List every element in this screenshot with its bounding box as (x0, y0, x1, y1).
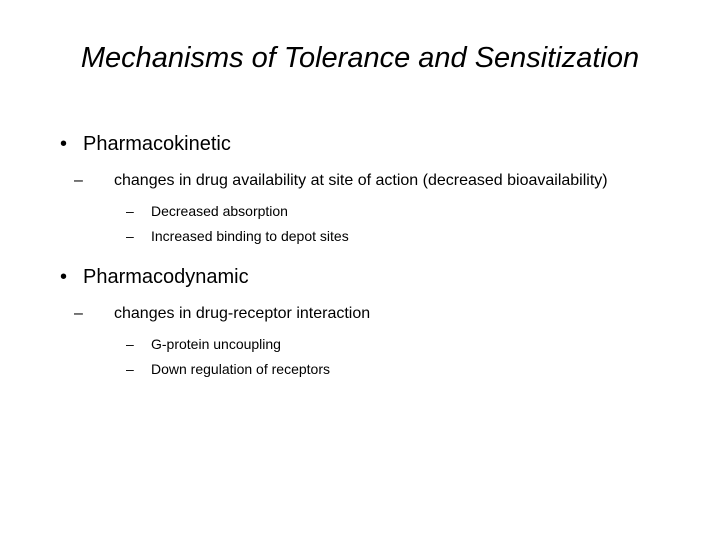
bullet-dot-icon: • (60, 266, 68, 288)
detail-bullet (126, 201, 700, 221)
detail-bullet (126, 334, 700, 354)
dash-icon: – (74, 172, 83, 189)
detail-text: Down regulation of receptors (151, 361, 330, 377)
dash-icon: – (74, 305, 83, 322)
detail-text: Decreased absorption (151, 203, 288, 219)
sub-bullet-text: changes in drug availability at site of action (decreased bioavailability) (114, 172, 608, 189)
bullet-heading: Pharmacokinetic (83, 133, 231, 155)
dash-icon: – (126, 336, 134, 352)
sub-bullet (74, 170, 700, 192)
dash-icon: – (126, 203, 134, 219)
detail-bullet (126, 359, 700, 379)
sub-bullet (74, 303, 700, 325)
bullet-pharmacodynamic (60, 263, 700, 291)
detail-text: G-protein uncoupling (151, 336, 281, 352)
sub-bullet-text: changes in drug-receptor interaction (114, 305, 371, 322)
slide-title: Mechanisms of Tolerance and Sensitization (80, 42, 640, 74)
dash-icon: – (126, 228, 134, 244)
bullet-heading: Pharmacodynamic (83, 266, 249, 288)
bullet-list (60, 130, 700, 379)
detail-text: Increased binding to depot sites (151, 228, 349, 244)
detail-bullet (126, 226, 700, 246)
bullet-dot-icon: • (60, 133, 68, 155)
dash-icon: – (126, 361, 134, 377)
bullet-pharmacokinetic (60, 130, 700, 158)
